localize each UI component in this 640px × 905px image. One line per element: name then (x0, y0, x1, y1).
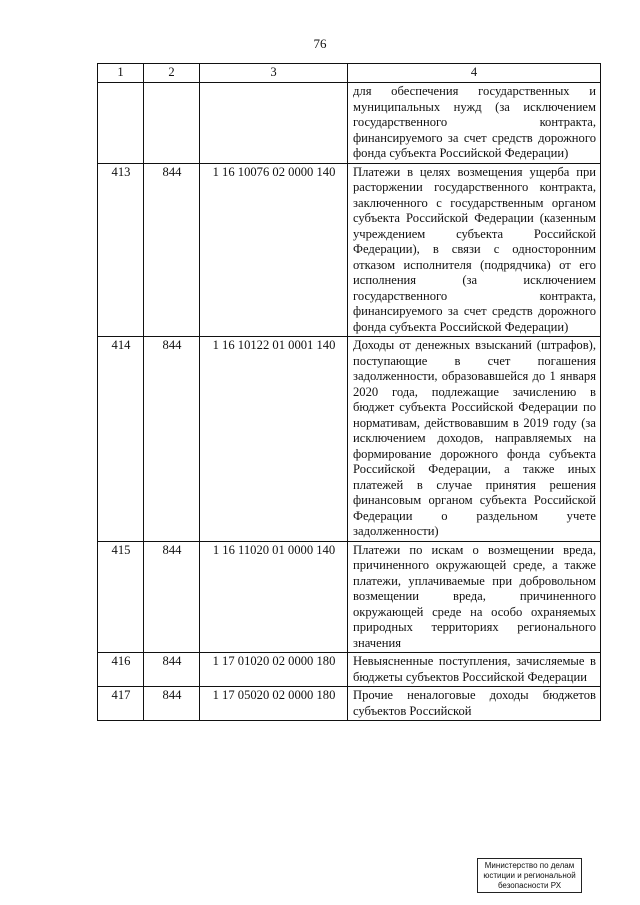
revenue-code: 1 16 10076 02 0000 140 (200, 163, 348, 337)
header-col-3: 3 (200, 64, 348, 83)
stamp-line: юстиции и региональной (483, 871, 576, 880)
row-number: 414 (98, 337, 144, 542)
admin-code: 844 (144, 541, 200, 653)
revenue-description: Прочие неналоговые доходы бюджетов субъектов Российской (348, 687, 601, 721)
revenue-description: Невыясненные поступления, зачисляемые в бюджеты субъектов Российской Федерации (348, 653, 601, 687)
header-col-2: 2 (144, 64, 200, 83)
admin-code: 844 (144, 687, 200, 721)
table-row (98, 337, 601, 542)
ministry-stamp (477, 858, 582, 893)
revenue-description: Доходы от денежных взысканий (штрафов), поступающие в счет погашения задолженности, образовавшейся до 1 января 2020 года, подлежащие зачислению в бюджет субъекта Российской Федерации по нормативам, действовавшим в 2019 году (за исключением доходов, направляемых на формирование дорожного фонда субъекта Российской Федерации, а также иных платежей в случае принятия решения финансовым органом субъекта Российской Федерации о раздельном учете задолженности) (348, 337, 601, 542)
revenue-description: Платежи по искам о возмещении вреда, причиненного окружающей среде, а также платежи, уплачиваемые при добровольном возмещении вреда, причиненного окружающей среде на особо охраняемых природных территориях регионального значения (348, 541, 601, 653)
table-row (98, 163, 601, 337)
table-row (98, 687, 601, 721)
revenue-code: 1 16 11020 01 0000 140 (200, 541, 348, 653)
row-number: 415 (98, 541, 144, 653)
revenue-description: Платежи в целях возмещения ущерба при расторжении государственного контракта, заключенного с государственным органом субъекта Российской Федерации (казенным учреждением субъекта Российской Федерации), в связи с односторонним отказом исполнителя (подрядчика) от его исполнения (за исключением государственного контракта, финансируемого за счет средств дорожного фонда субъекта Российской Федерации) (348, 163, 601, 337)
revenue-code: 1 17 01020 02 0000 180 (200, 653, 348, 687)
header-col-4: 4 (348, 64, 601, 83)
table-row (98, 653, 601, 687)
admin-code: 844 (144, 653, 200, 687)
row-number: 416 (98, 653, 144, 687)
revenue-code: 1 16 10122 01 0001 140 (200, 337, 348, 542)
continuation-text: для обеспечения государственных и муниципальных нужд (за исключением государственного контракта, финансируемого за счет средств дорожного фонда субъекта Российской Федерации) (348, 83, 601, 164)
table-header-row (98, 64, 601, 83)
revenue-code: 1 17 05020 02 0000 180 (200, 687, 348, 721)
page-number: 76 (313, 36, 327, 51)
stamp-line: безопасности РХ (497, 881, 562, 890)
row-number: 413 (98, 163, 144, 337)
row-number: 417 (98, 687, 144, 721)
admin-code: 844 (144, 337, 200, 542)
admin-code: 844 (144, 163, 200, 337)
revenue-codes-table (97, 63, 601, 721)
stamp-line: Министерство по делам (484, 861, 575, 870)
header-col-1: 1 (98, 64, 144, 83)
table-row (98, 541, 601, 653)
table-row-continuation (98, 83, 601, 164)
